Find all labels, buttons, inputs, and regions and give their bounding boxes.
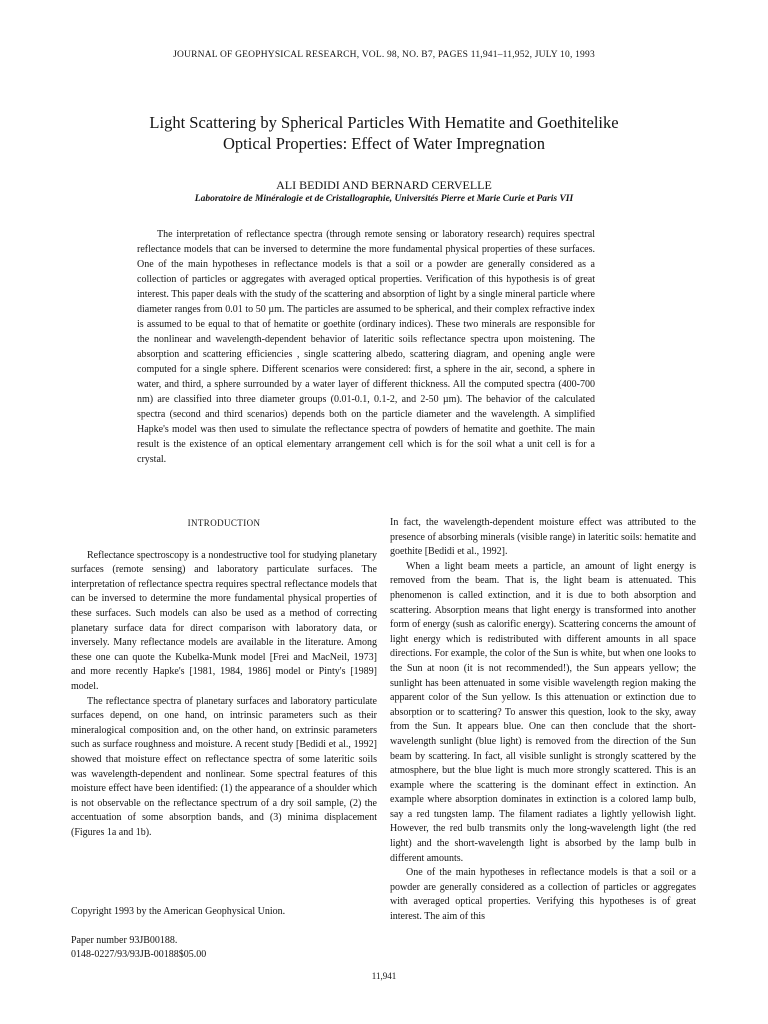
copyright-note: [71, 905, 377, 919]
journal-header: JOURNAL OF GEOPHYSICAL RESEARCH, VOL. 98, NO. B7, PAGES 11,941–11,952, JULY 10, 1993: [173, 50, 595, 60]
right-paragraph-1: In fact, the wavelength-dependent moisture effect was attributed to the presence of absorbing minerals (visible range) in lateritic soils: hematite and goethite [Bedidi et al., 1992].: [390, 517, 697, 558]
title-line-2: Optical Properties: Effect of Water Impregnation: [223, 134, 545, 153]
title-line-1: Light Scattering by Spherical Particles With Hematite and Goethitelike: [149, 113, 619, 132]
copyright-text: Copyright 1993 by the American Geophysical Union.: [71, 906, 286, 917]
abstract-text: The interpretation of reflectance spectra (through remote sensing or laboratory research) requires spectral reflectance models that can be inversed to determine the more fundamental physical properties of these surfaces. One of the main hypotheses in reflectance models is that a soil or a powder are generally considered as a collection of particles or aggregates with averaged optical properties. Verification of this hypothesis is of great interest. This paper deals with the study of the scattering and absorption of light by a single mineral particle where diameter ranges from 0.01 to 50 µm. The particles are assumed to be spherical, and their complex refractive index is assumed to be equal to that of hematite or goethite (ordinary indices). These two minerals are responsible for the nonlinear and wavelength-dependent behavior of lateritic soils reflectance spectra upon moistening. The absorption and scattering efficiencies , single scattering albedo, scattering diagram, and opening angle were computed for a single sphere. Different scenarios were considered: first, a sphere in the air, second, a sphere in water, and third, a sphere surrounded by a water layer of different thickness. All the computed spectra (400-700 nm) are classified into three diameter groups (0.01-0.1, 0.1-2, and 2-50 µm). The behavior of the calculated spectra (second and third scenarios) depends both on the particle diameter and the wavelength. A simplified Hapke's model was then used to simulate the reflectance spectra of powders of hematite and goethite. The main result is the existence of an optical elementary arrangement cell which is for the soil what a unit cell is for a crystal.: [137, 229, 595, 465]
paper-title: [80, 112, 688, 154]
paper-number: Paper number 93JB00188.: [71, 935, 178, 946]
affiliation: Laboratoire de Minéralogie et de Cristallographie, Universités Pierre et Marie Curie et Paris VII: [194, 194, 574, 204]
right-paragraph-3: One of the main hypotheses in reflectance models is that a soil or a powder are generally considered as a collection of particles or aggregates with averaged optical properties. Verifying this hypotheses is of great interest. The aim of this: [390, 867, 696, 923]
intro-paragraph-1: Reflectance spectroscopy is a nondestructive tool for studying planetary surfaces (remote sensing) and laboratory particulate surfaces. The interpretation of reflectance spectra requires spectral reflectance models that can be inversed to determine the more fundamental physical properties of these surfaces. Such models can also be used as a method of correcting planetary surface data for direct comparison with laboratory data, or inversely. Many reflectance models are available in the literature. Among these one can quote the Kubelka-Munk model [Frei and MacNeil, 1973] and more recently Hapke's [1981, 1984, 1986] model or Pinty's [1989] model.: [71, 549, 377, 692]
page-number: 11,941: [371, 971, 397, 981]
right-column: [390, 516, 696, 925]
abstract: [137, 227, 595, 467]
paper-code: 0148-0227/93/93JB-00188$05.00: [71, 949, 207, 960]
authors: ALI BEDIDI AND BERNARD CERVELLE: [276, 178, 492, 192]
intro-paragraph-2: The reflectance spectra of planetary surfaces and laboratory particulate surfaces depend, on one hand, on intrinsic parameters such as their mineralogical composition and, on the other hand, on extrinsic parameters such as surface roughness and moisture. A recent study [Bedidi et al., 1992] showed that moisture effect on reflectance spectra of some lateritic soils was wavelength-dependent and nonlinear. Some spectral features of this moisture effect have been identified: (1) the appearance of a shoulder which is not observable on the reflectance spectrum of a dry soil sample, (2) the accentuation of some absorption bands, and (3) minima displacement (Figures 1a and 1b).: [71, 695, 377, 838]
right-paragraph-2: When a light beam meets a particle, an amount of light energy is removed from the beam. That is, the light beam is attenuated. This phenomenon is called extinction, and it is due to both absorption and scattering. Absorption means that light energy is transformed into another form of energy (sush as calorific energy). Scattering concerns the amount of light energy which is redistributed with different amounts in all space directions. For example, the color of the Sun is white, but when one looks to the Sun at noon (it is not recommended!), the Sun appears yellow; the sunlight has been attenuated in some visible wavelength region making the apparent color of the Sun yellow. Is this attenuation or extinction due to absorption or to scattering? To answer this question, look to the sky, away from the Sun. It appears blue. One can then conclude that the short-wavelength sunlight (blue light) is removed from the direction of the Sun beam by scattering. In fact, all visible sunlight is strongly scattered by the atmosphere, but the blue light is much more strongly scattered. This is an example where the scattering is the dominant effect in extinction. An example where absorption dominates in extinction is a colored lamp bulb, say a red tungsten lamp. The filament radiates a lightly yellowish light. However, the red bulb transmits only the long-wavelength light (the red light) and the short-wavelength light is absorbed by the lamp bulb in different amounts.: [390, 560, 696, 864]
section-heading-introduction: INTRODUCTION: [187, 518, 261, 528]
left-column: [71, 516, 377, 840]
paper-number-note: [71, 934, 377, 962]
